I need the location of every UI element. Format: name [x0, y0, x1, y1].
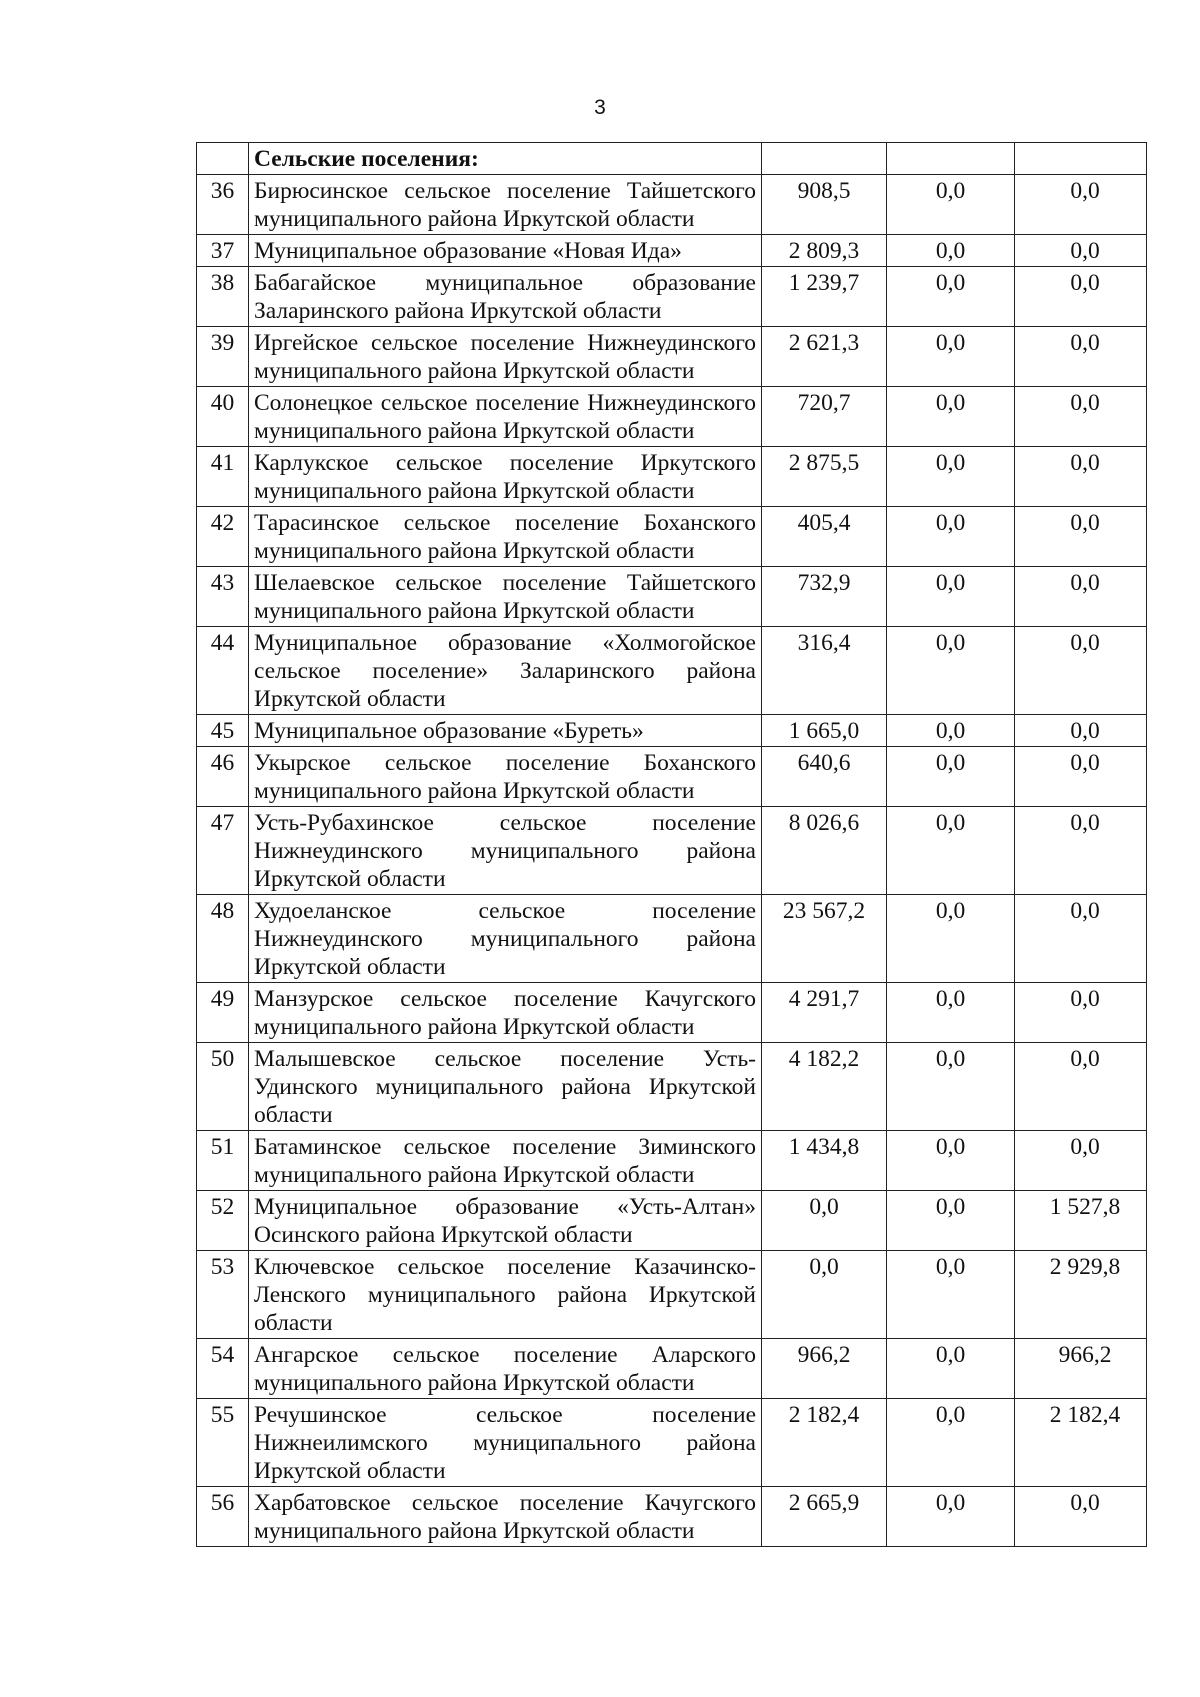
settlement-name: Худоеланское сельское поселение Нижнеудинского муниципального района Иркутской области	[249, 895, 762, 983]
row-number: 44	[197, 627, 249, 715]
value-column-3: 0,0	[1015, 715, 1147, 747]
settlement-name: Ангарское сельское поселение Аларского муниципального района Иркутской области	[249, 1339, 762, 1399]
row-number: 52	[197, 1191, 249, 1251]
table-row	[197, 807, 1147, 895]
table-row	[197, 895, 1147, 983]
value-column-1: 316,4	[762, 627, 887, 715]
settlement-name: Иргейское сельское поселение Нижнеудинского муниципального района Иркутской области	[249, 327, 762, 387]
value-column-2: 0,0	[887, 1339, 1015, 1399]
row-number: 46	[197, 747, 249, 807]
value-column-2: 0,0	[887, 1251, 1015, 1339]
row-number: 47	[197, 807, 249, 895]
row-number: 42	[197, 507, 249, 567]
row-number: 38	[197, 267, 249, 327]
header-value-cell-2	[887, 143, 1015, 175]
value-column-3: 2 182,4	[1015, 1399, 1147, 1487]
settlement-name: Усть-Рубахинское сельское поселение Нижнеудинского муниципального района Иркутской области	[249, 807, 762, 895]
value-column-1: 732,9	[762, 567, 887, 627]
value-column-3: 0,0	[1015, 627, 1147, 715]
settlement-name: Бирюсинское сельское поселение Тайшетского муниципального района Иркутской области	[249, 175, 762, 235]
table-row	[197, 1487, 1147, 1547]
table-row	[197, 175, 1147, 235]
value-column-1: 4 291,7	[762, 983, 887, 1043]
settlement-name: Малышевское сельское поселение Усть-Удинского муниципального района Иркутской области	[249, 1043, 762, 1131]
value-column-1: 405,4	[762, 507, 887, 567]
settlement-name: Речушинское сельское поселение Нижнеилимского муниципального района Иркутской области	[249, 1399, 762, 1487]
value-column-2: 0,0	[887, 567, 1015, 627]
value-column-1: 8 026,6	[762, 807, 887, 895]
row-number: 45	[197, 715, 249, 747]
value-column-3: 0,0	[1015, 567, 1147, 627]
value-column-1: 720,7	[762, 387, 887, 447]
table-row	[197, 747, 1147, 807]
table-row	[197, 447, 1147, 507]
table-body	[197, 143, 1147, 1547]
settlement-name: Муниципальное образование «Новая Ида»	[249, 235, 762, 267]
value-column-3: 0,0	[1015, 267, 1147, 327]
settlement-name: Муниципальное образование «Буреть»	[249, 715, 762, 747]
value-column-2: 0,0	[887, 1043, 1015, 1131]
table-row	[197, 983, 1147, 1043]
table-row	[197, 267, 1147, 327]
settlements-table	[196, 142, 1147, 1547]
value-column-1: 2 809,3	[762, 235, 887, 267]
settlement-name: Тарасинское сельское поселение Боханского муниципального района Иркутской области	[249, 507, 762, 567]
value-column-3: 0,0	[1015, 747, 1147, 807]
row-number: 40	[197, 387, 249, 447]
value-column-1: 1 665,0	[762, 715, 887, 747]
value-column-2: 0,0	[887, 983, 1015, 1043]
value-column-3: 966,2	[1015, 1339, 1147, 1399]
value-column-2: 0,0	[887, 327, 1015, 387]
table-row	[197, 715, 1147, 747]
value-column-2: 0,0	[887, 1487, 1015, 1547]
value-column-2: 0,0	[887, 267, 1015, 327]
value-column-3: 0,0	[1015, 983, 1147, 1043]
table-row	[197, 1251, 1147, 1339]
value-column-1: 640,6	[762, 747, 887, 807]
value-column-1: 4 182,2	[762, 1043, 887, 1131]
value-column-2: 0,0	[887, 715, 1015, 747]
table-row	[197, 1043, 1147, 1131]
value-column-2: 0,0	[887, 387, 1015, 447]
value-column-3: 0,0	[1015, 1487, 1147, 1547]
value-column-2: 0,0	[887, 1191, 1015, 1251]
value-column-3: 0,0	[1015, 507, 1147, 567]
value-column-3: 0,0	[1015, 235, 1147, 267]
settlement-name: Батаминское сельское поселение Зиминского муниципального района Иркутской области	[249, 1131, 762, 1191]
value-column-2: 0,0	[887, 507, 1015, 567]
row-number: 43	[197, 567, 249, 627]
header-num-cell	[197, 143, 249, 175]
table-row	[197, 567, 1147, 627]
value-column-3: 2 929,8	[1015, 1251, 1147, 1339]
settlement-name: Солонецкое сельское поселение Нижнеудинского муниципального района Иркутской области	[249, 387, 762, 447]
table-row	[197, 507, 1147, 567]
value-column-3: 0,0	[1015, 447, 1147, 507]
value-column-1: 0,0	[762, 1191, 887, 1251]
value-column-1: 2 182,4	[762, 1399, 887, 1487]
row-number: 39	[197, 327, 249, 387]
value-column-3: 0,0	[1015, 1131, 1147, 1191]
section-header: Сельские поселения:	[249, 143, 762, 175]
value-column-1: 966,2	[762, 1339, 887, 1399]
settlement-name: Карлукское сельское поселение Иркутского муниципального района Иркутской области	[249, 447, 762, 507]
row-number: 55	[197, 1399, 249, 1487]
row-number: 48	[197, 895, 249, 983]
value-column-1: 1 434,8	[762, 1131, 887, 1191]
settlement-name: Манзурское сельское поселение Качугского муниципального района Иркутской области	[249, 983, 762, 1043]
value-column-2: 0,0	[887, 447, 1015, 507]
row-number: 54	[197, 1339, 249, 1399]
table-row	[197, 627, 1147, 715]
value-column-2: 0,0	[887, 175, 1015, 235]
row-number: 41	[197, 447, 249, 507]
row-number: 51	[197, 1131, 249, 1191]
table-row	[197, 327, 1147, 387]
value-column-3: 0,0	[1015, 1043, 1147, 1131]
value-column-3: 0,0	[1015, 895, 1147, 983]
value-column-3: 0,0	[1015, 387, 1147, 447]
value-column-2: 0,0	[887, 1131, 1015, 1191]
header-value-cell-1	[762, 143, 887, 175]
value-column-2: 0,0	[887, 235, 1015, 267]
value-column-2: 0,0	[887, 1399, 1015, 1487]
row-number: 37	[197, 235, 249, 267]
value-column-2: 0,0	[887, 895, 1015, 983]
value-column-3: 0,0	[1015, 327, 1147, 387]
value-column-3: 1 527,8	[1015, 1191, 1147, 1251]
value-column-1: 2 665,9	[762, 1487, 887, 1547]
row-number: 50	[197, 1043, 249, 1131]
value-column-1: 0,0	[762, 1251, 887, 1339]
settlement-name: Харбатовское сельское поселение Качугского муниципального района Иркутской области	[249, 1487, 762, 1547]
table-row	[197, 387, 1147, 447]
settlement-name: Бабагайское муниципальное образование Заларинского района Иркутской области	[249, 267, 762, 327]
value-column-2: 0,0	[887, 807, 1015, 895]
table-row	[197, 1131, 1147, 1191]
value-column-1: 2 875,5	[762, 447, 887, 507]
value-column-2: 0,0	[887, 627, 1015, 715]
settlement-name: Ключевское сельское поселение Казачинско-Ленского муниципального района Иркутской области	[249, 1251, 762, 1339]
row-number: 53	[197, 1251, 249, 1339]
table-row	[197, 1399, 1147, 1487]
settlement-name: Муниципальное образование «Холмогойское сельское поселение» Заларинского района Иркутской области	[249, 627, 762, 715]
value-column-1: 23 567,2	[762, 895, 887, 983]
value-column-2: 0,0	[887, 747, 1015, 807]
section-header-row	[197, 143, 1147, 175]
table-row	[197, 235, 1147, 267]
table-row	[197, 1339, 1147, 1399]
settlement-name: Шелаевское сельское поселение Тайшетского муниципального района Иркутской области	[249, 567, 762, 627]
table-row	[197, 1191, 1147, 1251]
row-number: 49	[197, 983, 249, 1043]
header-value-cell-3	[1015, 143, 1147, 175]
row-number: 56	[197, 1487, 249, 1547]
value-column-3: 0,0	[1015, 175, 1147, 235]
settlement-name: Укырское сельское поселение Боханского муниципального района Иркутской области	[249, 747, 762, 807]
value-column-1: 908,5	[762, 175, 887, 235]
value-column-3: 0,0	[1015, 807, 1147, 895]
row-number: 36	[197, 175, 249, 235]
value-column-1: 2 621,3	[762, 327, 887, 387]
settlement-name: Муниципальное образование «Усть-Алтан» Осинского района Иркутской области	[249, 1191, 762, 1251]
value-column-1: 1 239,7	[762, 267, 887, 327]
page-number: 3	[594, 96, 606, 119]
